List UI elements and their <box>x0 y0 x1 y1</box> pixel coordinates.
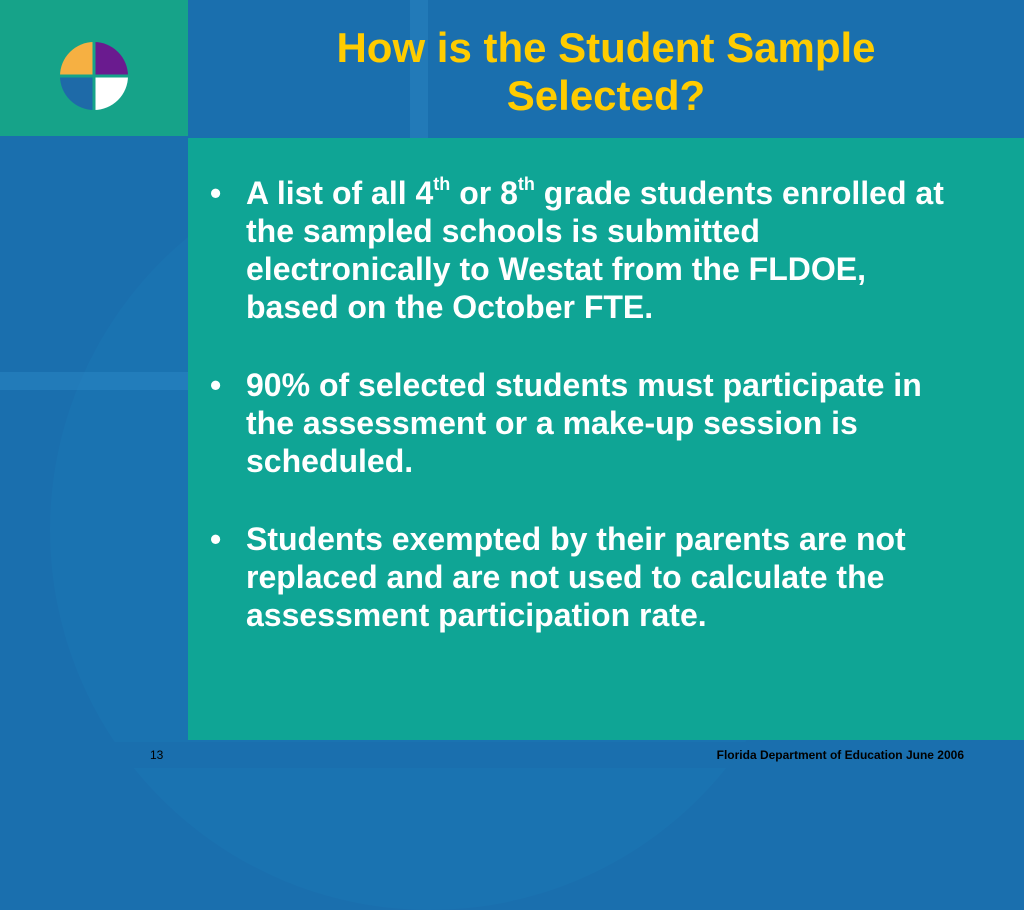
bullet-text: or 8 <box>450 175 518 211</box>
footer <box>0 742 1024 768</box>
bullet-text: Students exempted by their parents are not replaced and are not used to calculate the assessment participation rate. <box>246 521 906 633</box>
title-line: How is the Student Sample <box>336 24 876 71</box>
bullet-text: grade students enrolled at the sampled schools is submitted electronically to Westat from the FLDOE, based on the October FTE. <box>246 175 944 325</box>
superscript: th <box>517 174 535 195</box>
logo-panel <box>0 0 188 136</box>
title-line: Selected? <box>506 72 706 119</box>
bullet-list <box>188 138 1024 634</box>
content-panel <box>188 138 1024 740</box>
bullet-text: 90% of selected students must participate in the assessment or a make-up session is scheduled. <box>246 367 922 479</box>
bullet-item <box>208 366 954 480</box>
slide-title <box>188 8 1024 136</box>
bullet-item <box>208 520 954 634</box>
bullet-dot: • <box>210 367 222 403</box>
bullet-dot: • <box>210 521 222 557</box>
footer-text: Florida Department of Education June 2006 <box>716 748 964 762</box>
bullet-dot: • <box>210 175 222 211</box>
bullet-text: A list of all 4 <box>246 175 434 211</box>
superscript: th <box>433 174 451 195</box>
bullet-item <box>208 174 954 326</box>
page-number: 13 <box>150 748 164 762</box>
quadrant-logo-icon <box>60 42 128 110</box>
background-line <box>0 372 190 390</box>
